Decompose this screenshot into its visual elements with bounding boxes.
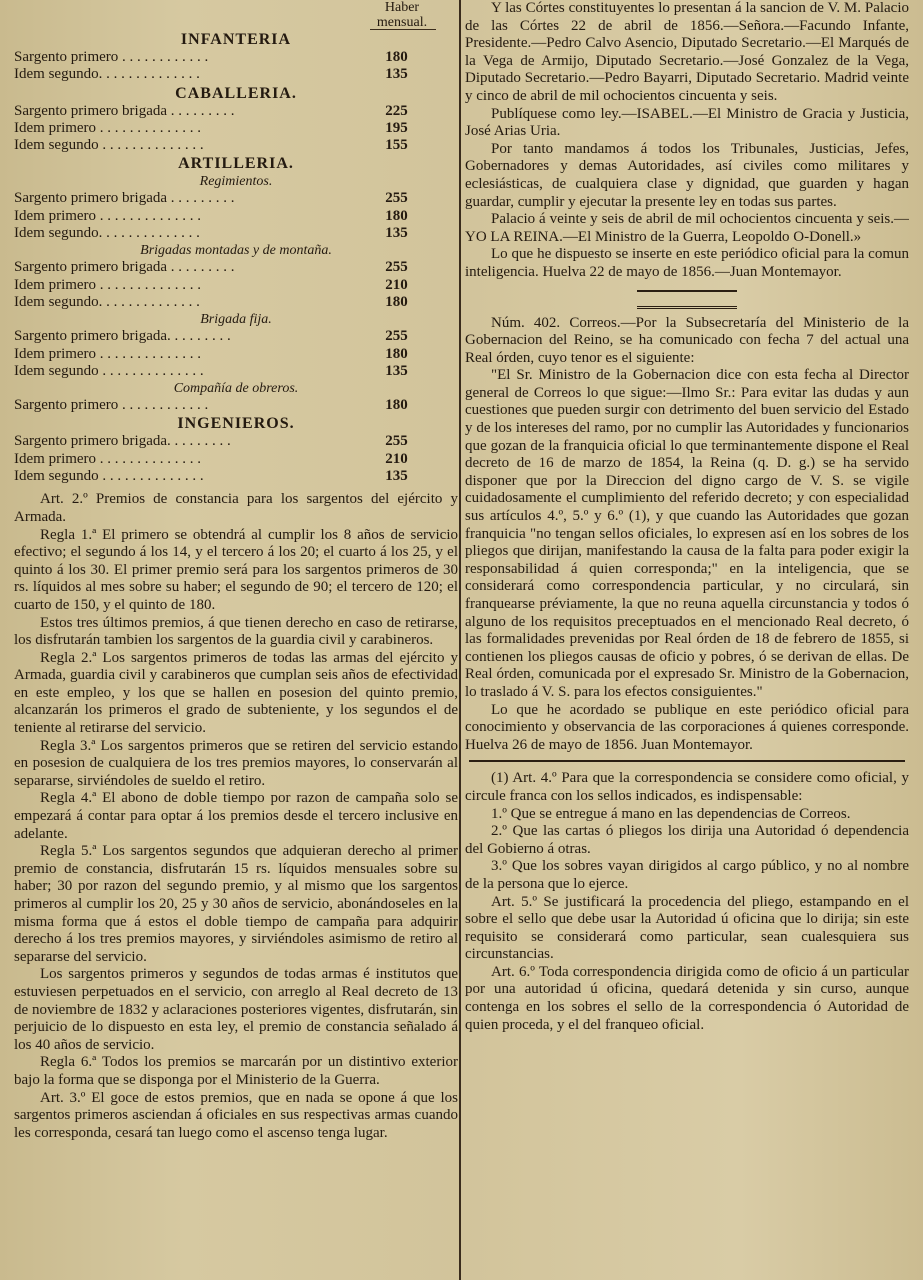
rank-label: Sargento primero brigada . . . . . . . . . <box>14 102 235 119</box>
monthly-pay-value: 180 <box>385 49 408 65</box>
rank-label: Idem segundo . . . . . . . . . . . . . . <box>14 137 204 154</box>
notice-paragraph: "El Sr. Ministro de la Gobernacion dice con esta fecha al Director general de Correos lo que sigue:—Ilmo Sr.: Para evitar las dudas y aun cuestiones que pueden surgir con detrimento del buen servicio del Estado y de los intereses del ramo, por no cumplir las Autoridades y funcionarios que gozan de la franquicia oficial lo que terminantemente dispone el Real decreto de 16 de marzo de 1854, la Reina (q. D. g.) se ha servido disponer que por la Direccion del digno cargo de V. S. se vigile cuidadosamente el cumplimiento del referido decreto; y con especialidad sus artículos 4.º, 5.º y 6.º (1), y que cuando las Autoridades que gozan franquicia "no tengan sellos oficiales, lo expresen así en los sobres de los pliegos que dirijan, manifestando la causa de la falta para poder exigir la responsabilidad á quien corresponda;" en la inteligencia, que se considerará como correspondencia particular, y no circulará, sin franquearse préviamente, la que no reuna aquella circunstancia y todos ó alguno de los requisitos preceptuados en el mencionado Real decreto, ó las formalidades prevenidas por Real órden de 18 de febrero de 1855, si contienen los pliegos causas de oficio y pobres, ó se derivan de ellas. De Real órden, comunicada por el expresado Sr. Ministro de la Gobernacion, lo traslado á V. S. para los efectos consiguientes." <box>465 367 909 700</box>
pay-row <box>14 294 458 311</box>
pay-table-header <box>14 0 458 30</box>
pay-row <box>14 328 458 345</box>
rank-label: Idem segundo. . . . . . . . . . . . . . <box>14 225 200 242</box>
pay-row <box>14 468 458 485</box>
unit-subheading: Regimientos. <box>199 174 273 190</box>
rank-label: Sargento primero brigada . . . . . . . . . <box>14 259 235 276</box>
unit-subheading: Brigada fija. <box>200 312 272 328</box>
footnote-paragraph: 3.º Que los sobres vayan dirigidos al cargo público, y no al nombre de la persona que lo ejerce. <box>465 858 909 892</box>
decree-paragraph: Y las Córtes constituyentes lo presentan á la sancion de V. M. Palacio de las Córtes 22 de abril de 1856.—Señora.—Facundo Infante, Presidente.—Pedro Calvo Asencio, Diputado Secretario.—El Marqués de la Vega de Armijo, Diputado Secretario.—José Gonzalez de la Vega, Diputado Secretario.—Pedro Bayarri, Diputado Secretario. Madrid veinte y cinco de abril de mil ochocientos cincuenta y seis. <box>465 0 909 104</box>
rank-label: Idem primero . . . . . . . . . . . . . . <box>14 207 202 224</box>
branch-heading: INGENIEROS. <box>177 415 295 433</box>
rank-label: Sargento primero brigada. . . . . . . . . <box>14 328 231 345</box>
article-paragraph: Regla 3.ª Los sargentos primeros que se retiren del servicio estando en posesion de cualquiera de los tres premios mayores, lo conservarán al separarse, sirviéndoles de sueldo el retiro. <box>14 737 458 789</box>
pay-row <box>14 137 458 154</box>
branch-heading: INFANTERIA <box>180 31 292 48</box>
pay-row <box>14 397 458 414</box>
monthly-pay-value: 210 <box>385 450 408 467</box>
monthly-pay-value: 135 <box>385 225 408 242</box>
monthly-pay-value: 135 <box>385 362 408 379</box>
monthly-pay-value: 135 <box>385 468 408 485</box>
pay-row <box>14 277 458 294</box>
section-ornament <box>637 290 737 309</box>
article-paragraph: Los sargentos primeros y segundos de todas armas é institutos que estuviesen perpetuados en el servicio, con arreglo al Real decreto de 13 de noviembre de 1832 y aclaraciones posteriores vigentes, disfrutarán, sin perjuicio de lo dispuesto en esta ley, el premio de constancia señalado á los 40 años de servicio. <box>14 966 458 1053</box>
footnote-rule <box>469 760 905 762</box>
pay-row <box>14 66 458 83</box>
footnote-paragraph: 1.º Que se entregue á mano en las dependencias de Correos. <box>491 805 851 822</box>
decree-paragraph: Publíquese como ley.—ISABEL.—El Ministro de Gracia y Justicia, José Arias Uria. <box>465 105 909 140</box>
monthly-pay-value: 135 <box>385 66 408 83</box>
monthly-pay-value: 255 <box>385 328 408 345</box>
monthly-pay-value: 255 <box>385 433 408 450</box>
column-divider <box>459 0 461 1280</box>
decree-paragraph: Por tanto mandamos á todos los Tribunales, Justicias, Jefes, Gobernadores y demas Autoridades, así civiles como militares y eclesiásticas, de cualquiera clase y dignidad, que guarden y hagan guardar, cumplir y ejecutar la presente ley en todas sus partes. <box>465 140 909 210</box>
pay-row <box>14 451 458 468</box>
rank-label: Idem segundo. . . . . . . . . . . . . . <box>14 66 200 83</box>
branch-heading: CABALLERIA. <box>175 84 297 102</box>
pay-row <box>14 103 458 120</box>
notice-paragraph: Lo que he acordado se publique en este periódico oficial para conocimiento y observancia de las corporaciones á quienes corresponde. Huelva 26 de mayo de 1856. Juan Montemayor. <box>465 701 909 753</box>
footnote-paragraph: 2.º Que las cartas ó pliegos los dirija una Autoridad ó dependencia del Gobierno á otras. <box>465 823 909 857</box>
rank-label: Idem primero . . . . . . . . . . . . . . <box>14 345 202 362</box>
pay-row <box>14 49 458 66</box>
haber-mensual-header: Haber mensual. <box>376 0 428 30</box>
right-column <box>465 0 909 1280</box>
header-underline <box>370 29 436 30</box>
unit-subheading: Brigadas montadas y de montaña. <box>140 243 332 259</box>
decree-paragraph: Palacio á veinte y seis de abril de mil ochocientos cincuenta y seis.—YO LA REINA.—El Ministro de la Guerra, Leopoldo O-Donell.» <box>465 211 909 245</box>
notice-paragraph: Núm. 402. Correos.—Por la Subsecretaría del Ministerio de la Gobernacion del Reino, se ha comunicado con fecha 7 del actual una Real órden, cuyo tenor es el siguiente: <box>465 314 909 366</box>
article-paragraph: Regla 4.ª El abono de doble tiempo por razon de campaña solo se empezará á contar para optar á los premios desde el tercero inclusive en adelante. <box>14 790 458 842</box>
article-paragraph: Art. 2.º Premios de constancia para los sargentos del ejército y Armada. <box>14 491 458 525</box>
article-paragraph: Estos tres últimos premios, á que tienen derecho en caso de retirarse, los disfrutarán tambien los sargentos de la guardia civil y carabineros. <box>14 614 458 649</box>
rank-label: Idem primero . . . . . . . . . . . . . . <box>14 276 202 293</box>
pay-row <box>14 190 458 207</box>
correos-notice <box>465 315 909 755</box>
rank-label: Idem segundo . . . . . . . . . . . . . . <box>14 362 204 379</box>
pay-row <box>14 225 458 242</box>
monthly-pay-value: 195 <box>385 119 408 136</box>
article-paragraph: Regla 2.ª Los sargentos primeros de todas las armas del ejército y Armada, guardia civil y carabineros que cumplan seis años de efectividad en este empleo, y los que se hallen en posesion del quinto premio, alcanzarán los primeros el grado de subteniente, y los segundos el de teniente al retirarse del servicio. <box>14 649 458 737</box>
article-paragraph: Regla 6.ª Todos los premios se marcarán por un distintivo exterior bajo la forma que se disponga por el Ministerio de la Guerra. <box>14 1054 458 1088</box>
rank-label: Idem primero . . . . . . . . . . . . . . <box>14 119 202 136</box>
left-column <box>14 0 458 1280</box>
rank-label: Idem segundo. . . . . . . . . . . . . . <box>14 293 200 310</box>
pay-row <box>14 208 458 225</box>
pay-row <box>14 259 458 276</box>
rank-label: Sargento primero . . . . . . . . . . . . <box>14 49 209 65</box>
left-paragraphs <box>14 491 458 1142</box>
article-paragraph: Regla 1.ª El primero se obtendrá al cumplir los 8 años de servicio efectivo; el segundo á los 14, y el tercero á los 20; el cuarto á los 25, y el quinto á los 30. El primer premio será para los sargentos primeros de 30 rs. líquidos al mes sobre su haber; el segundo de 90; el tercero de 120; el cuarto de 150, y el quinto de 180. <box>14 526 458 613</box>
rank-label: Sargento primero brigada. . . . . . . . . <box>14 433 231 450</box>
article-paragraph: Regla 5.ª Los sargentos segundos que adquieran derecho al primer premio de constancia, disfrutarán 15 rs. líquidos mensuales sobre su haber; 30 por razon del segundo premio, y al mismo que los sargentos primeros al cumplir los 20, 25 y 30 años de servicio, abonándoseles en la misma forma que á estos el doble tiempo de campaña para adquirir derecho á los tres premios mayores, y sirviéndoles asimismo de retiro al separarse del servicio. <box>14 843 458 965</box>
monthly-pay-value: 225 <box>385 102 408 119</box>
rank-label: Sargento primero brigada . . . . . . . . . <box>14 190 235 207</box>
pay-row <box>14 346 458 363</box>
pay-table <box>14 30 458 485</box>
footnote-paragraph: Art. 6.º Toda correspondencia dirigida como de oficio á un particular por una autoridad ú oficina, quedará detenida y sin curso, aunque contenga en los sobres el sello de la correspondencia ó Autoridad de quien proceda, y el del franqueo oficial. <box>465 963 909 1033</box>
monthly-pay-value: 255 <box>385 259 408 276</box>
rank-label: Idem segundo . . . . . . . . . . . . . . <box>14 468 204 485</box>
monthly-pay-value: 155 <box>385 137 408 154</box>
rank-label: Sargento primero . . . . . . . . . . . . <box>14 397 209 414</box>
footnote <box>465 770 909 1034</box>
article-paragraph: Art. 3.º El goce de estos premios, que en nada se opone á que los sargentos primeros asciendan á oficiales en sus respectivas armas cuando les corresponda, cesará tan luego como el ascenso tenga lugar. <box>14 1089 458 1141</box>
pay-row <box>14 363 458 380</box>
footnote-paragraph: Art. 5.º Se justificará la procedencia del pliego, estampando en el sobre el sello que debe usar la Autoridad ú oficina que lo dirija; sin este requisito se considerará como particular, sean cualesquiera sus circunstancias. <box>465 893 909 963</box>
monthly-pay-value: 180 <box>385 293 408 310</box>
decree-paragraph: Lo que he dispuesto se inserte en este periódico oficial para la comun inteligencia. Huelva 22 de mayo de 1856.—Juan Montemayor. <box>465 246 909 280</box>
branch-heading: ARTILLERIA. <box>178 155 294 173</box>
monthly-pay-value: 180 <box>385 345 408 362</box>
rank-label: Idem primero . . . . . . . . . . . . . . <box>14 450 202 467</box>
unit-subheading: Compañía de obreros. <box>173 381 299 397</box>
decree-end <box>465 0 909 282</box>
pay-row <box>14 120 458 137</box>
footnote-paragraph: (1) Art. 4.º Para que la correspondencia se considere como oficial, y circule franca con los sellos indicados, es indispensable: <box>465 770 909 804</box>
monthly-pay-value: 180 <box>385 397 408 414</box>
monthly-pay-value: 210 <box>385 276 408 293</box>
monthly-pay-value: 180 <box>385 207 408 224</box>
monthly-pay-value: 255 <box>385 190 408 207</box>
pay-row <box>14 433 458 450</box>
